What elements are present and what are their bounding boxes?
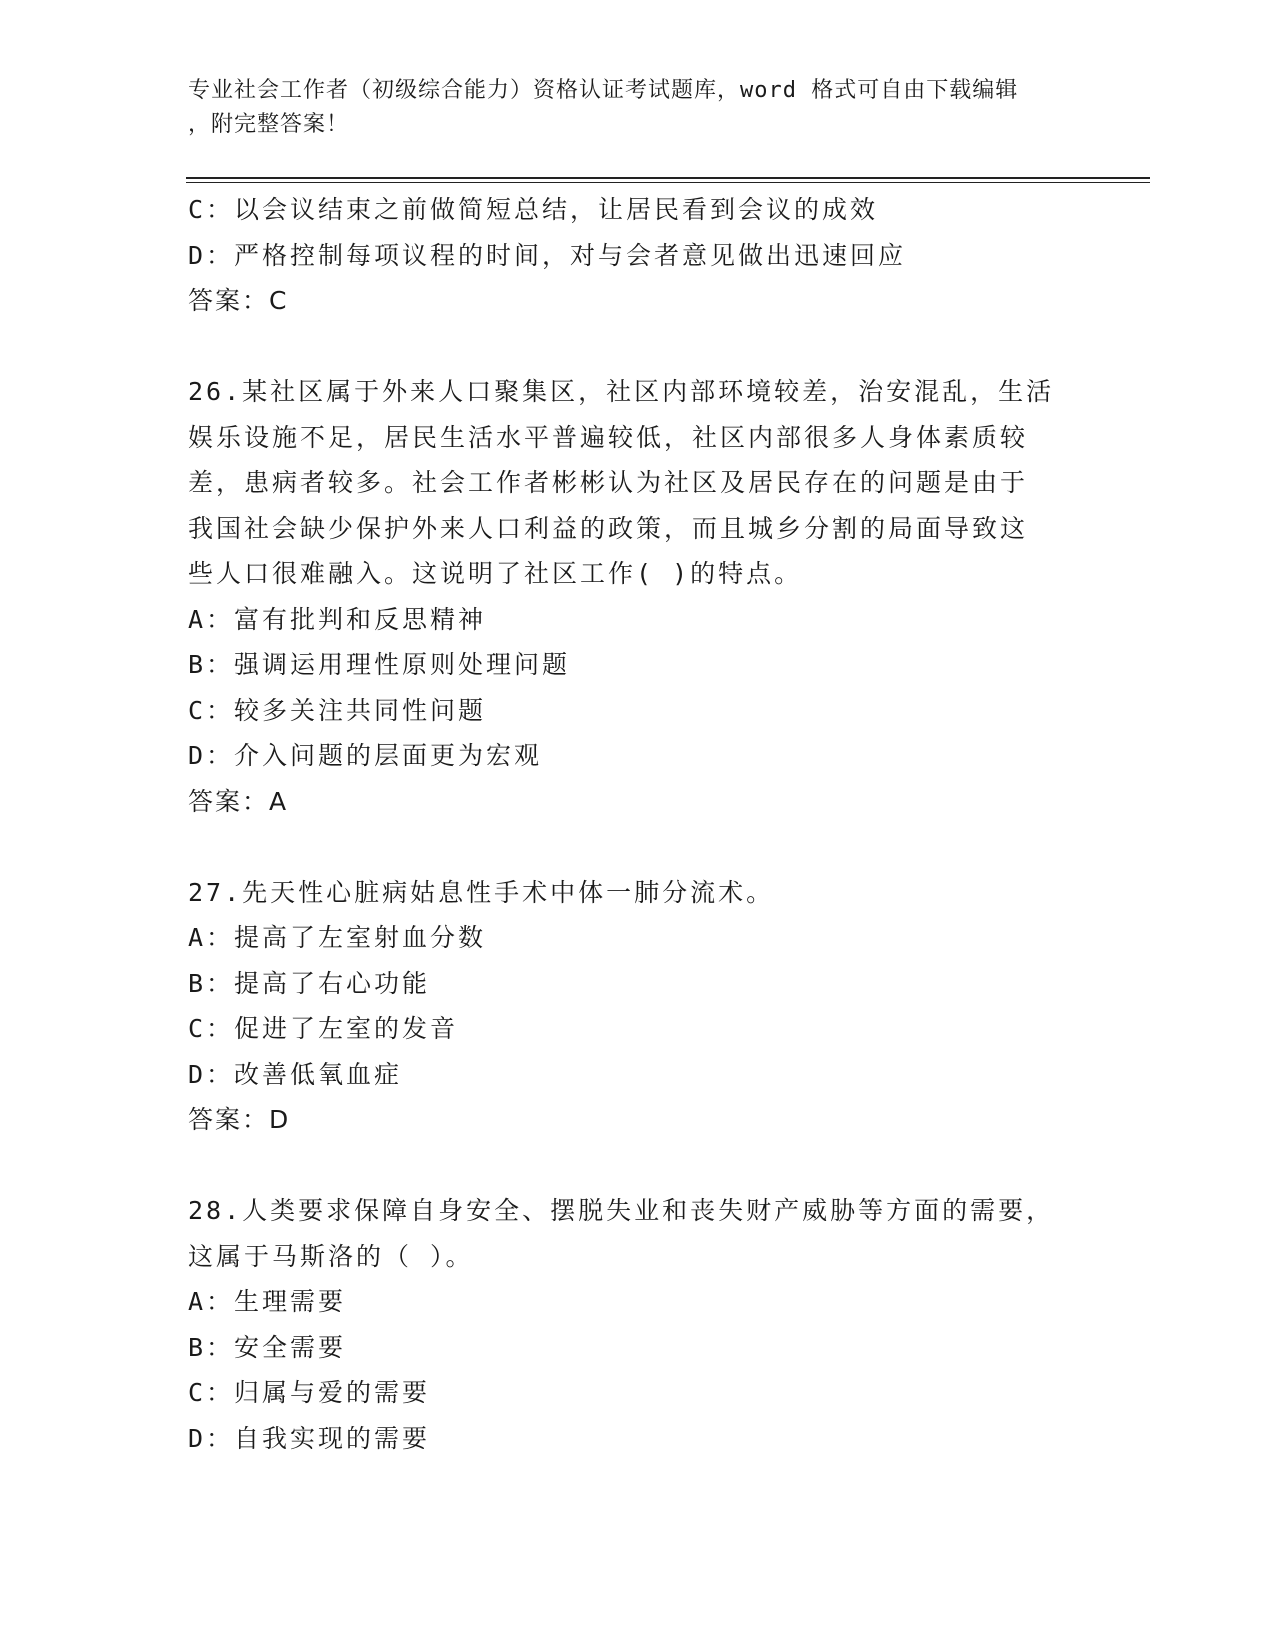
option-c: C：较多关注共同性问题 xyxy=(188,695,487,725)
option-d: D：严格控制每项议程的时间，对与会者意见做出迅速回应 xyxy=(188,240,907,270)
question-stem-line: 27.先天性心脏病姑息性手术中体一肺分流术。 xyxy=(188,877,775,907)
question-26 xyxy=(188,369,1088,824)
question-27 xyxy=(188,870,1088,1143)
question-stem-line: 26.某社区属于外来人口聚集区，社区内部环境较差，治安混乱，生活 xyxy=(188,377,1055,406)
header-line-2: ，附完整答案！ xyxy=(188,112,350,137)
option-c: C：以会议结束之前做简短总结，让居民看到会议的成效 xyxy=(188,195,879,224)
option-b: B：强调运用理性原则处理问题 xyxy=(188,650,571,679)
option-d: D：自我实现的需要 xyxy=(188,1423,431,1453)
question-stem-line: 些人口很难融入。这说明了社区工作( )的特点。 xyxy=(188,559,803,588)
question-stem-line: 28.人类要求保障自身安全、摆脱失业和丧失财产威胁等方面的需要， xyxy=(188,1196,1055,1225)
answer-line: 答案：C xyxy=(188,286,289,315)
carryover-block xyxy=(188,187,1088,324)
question-stem-line: 这属于马斯洛的（ ）。 xyxy=(188,1241,474,1271)
spacer xyxy=(188,324,1088,370)
option-d: D：介入问题的层面更为宏观 xyxy=(188,741,543,770)
option-c: C：促进了左室的发音 xyxy=(188,1014,459,1043)
option-d: D：改善低氧血症 xyxy=(188,1059,403,1089)
option-c: C：归属与爱的需要 xyxy=(188,1378,431,1407)
question-stem-line: 娱乐设施不足，居民生活水平普遍较低，社区内部很多人身体素质较 xyxy=(188,422,1029,452)
option-a: A：提高了左室射血分数 xyxy=(188,923,487,952)
header-line-1: 专业社会工作者（初级综合能力）资格认证考试题库，word 格式可自由下载编辑 xyxy=(188,78,1019,103)
spacer xyxy=(188,824,1088,870)
answer-line: 答案：A xyxy=(188,786,289,816)
option-b: B：安全需要 xyxy=(188,1332,347,1362)
spacer xyxy=(188,1143,1088,1189)
option-a: A：生理需要 xyxy=(188,1287,347,1316)
option-a: A：富有批判和反思精神 xyxy=(188,604,487,634)
answer-line: 答案：D xyxy=(188,1105,291,1134)
question-content xyxy=(188,187,1088,1461)
question-stem-line: 我国社会缺少保护外来人口利益的政策，而且城乡分割的局面导致这 xyxy=(188,513,1029,543)
question-stem-line: 差，患病者较多。社会工作者彬彬认为社区及居民存在的问题是由于 xyxy=(188,468,1029,497)
option-b: B：提高了右心功能 xyxy=(188,968,431,998)
header-divider-thick xyxy=(186,177,1150,179)
question-28 xyxy=(188,1188,1088,1461)
page-header xyxy=(188,74,1068,142)
header-divider-thin xyxy=(186,182,1150,183)
